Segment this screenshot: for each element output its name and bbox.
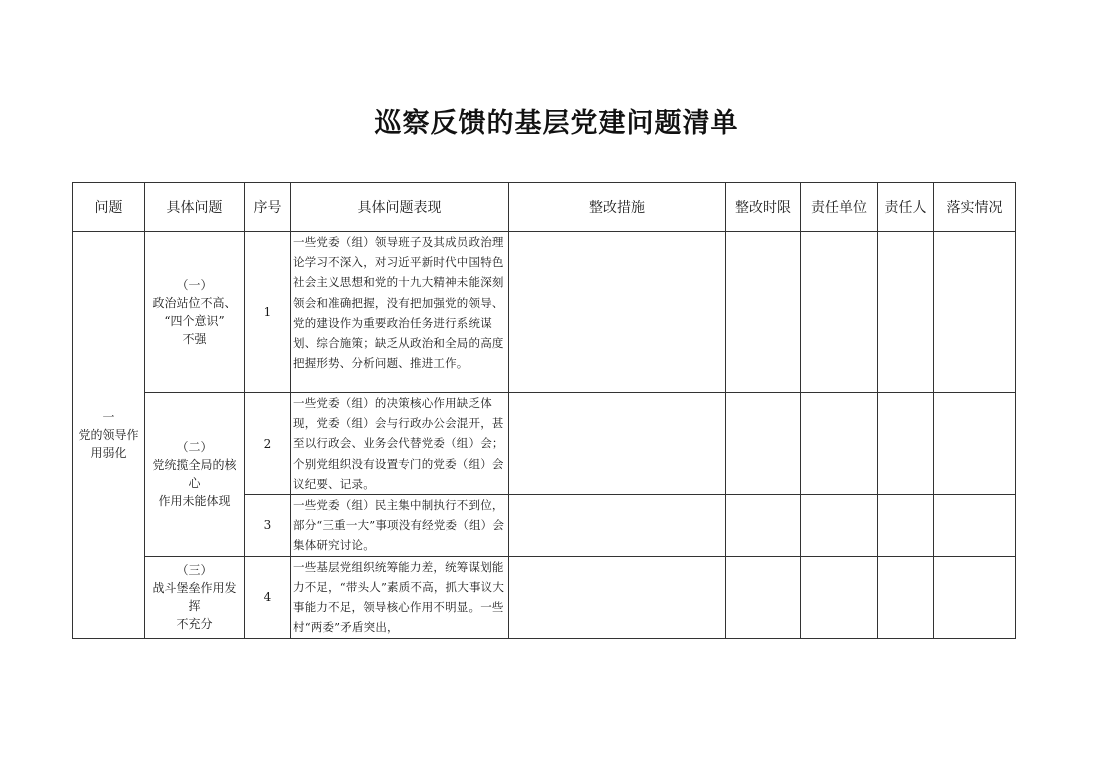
deadline-cell xyxy=(726,232,801,393)
sub-issue-line: 不强 xyxy=(182,332,207,346)
sub-issue-line: 挥 xyxy=(188,599,201,614)
category-mark: 一 xyxy=(102,409,115,424)
header-row xyxy=(73,183,1016,232)
status-cell xyxy=(934,495,1016,557)
measures-cell xyxy=(509,232,726,393)
table-row xyxy=(73,393,1016,495)
sub-issue-line: 心 xyxy=(188,476,201,491)
sub-issue-line: 战斗堡垒作用发 xyxy=(152,581,237,596)
sub-issue-line: 政治站位不高、 xyxy=(152,296,237,310)
person-cell xyxy=(878,495,934,557)
header-specific-issue: 具体问题 xyxy=(145,183,245,232)
category-name-line2: 用弱化 xyxy=(90,445,127,460)
unit-cell xyxy=(801,393,878,495)
seq-cell: 1 xyxy=(245,232,291,393)
category-name-line1: 党的领导作 xyxy=(78,427,139,442)
sub-issue-number: （二） xyxy=(176,440,213,455)
sub-issue-number: （三） xyxy=(176,563,213,578)
person-cell xyxy=(878,393,934,495)
unit-cell xyxy=(801,556,878,638)
manifestation-cell: 一些党委（组）领导班子及其成员政治理论学习不深入，对习近平新时代中国特色社会主义思想和党的十九大精神未能深刻领会和准确把握，没有把加强党的领导、党的建设作为重要政治任务进行系统谋划、综合施策；缺乏从政治和全局的高度把握形势、分析问题、推进工作。 xyxy=(291,232,509,393)
sub-issue-cell xyxy=(145,232,245,393)
issue-table xyxy=(72,182,1016,639)
header-status: 落实情况 xyxy=(934,183,1016,232)
sub-issue-cell xyxy=(145,556,245,638)
header-measures: 整改措施 xyxy=(509,183,726,232)
person-cell xyxy=(878,232,934,393)
table-row xyxy=(73,232,1016,393)
sub-issue-line: 党统揽全局的核 xyxy=(152,458,237,473)
unit-cell xyxy=(801,232,878,393)
status-cell xyxy=(934,393,1016,495)
unit-cell xyxy=(801,495,878,557)
sub-issue-cell xyxy=(145,393,245,557)
status-cell xyxy=(934,232,1016,393)
header-seq: 序号 xyxy=(245,183,291,232)
measures-cell xyxy=(509,393,726,495)
deadline-cell xyxy=(726,556,801,638)
seq-cell: 4 xyxy=(245,556,291,638)
seq-cell: 3 xyxy=(245,495,291,557)
deadline-cell xyxy=(726,495,801,557)
seq-cell: 2 xyxy=(245,393,291,495)
manifestation-cell: 一些基层党组织统筹能力差，统筹谋划能力不足，“带头人”素质不高，抓大事议大事能力不足，领导核心作用不明显。一些村“两委”矛盾突出， xyxy=(291,556,509,638)
sub-issue-line: 作用未能体现 xyxy=(158,494,231,509)
category-cell xyxy=(73,232,145,639)
header-deadline: 整改时限 xyxy=(726,183,801,232)
sub-issue-line: 不充分 xyxy=(176,617,213,632)
measures-cell xyxy=(509,556,726,638)
deadline-cell xyxy=(726,393,801,495)
status-cell xyxy=(934,556,1016,638)
manifestation-cell: 一些党委（组）民主集中制执行不到位，部分“三重一大”事项没有经党委（组）会集体研究讨论。 xyxy=(291,495,509,557)
header-issue: 问题 xyxy=(73,183,145,232)
page-title: 巡察反馈的基层党建问题清单 xyxy=(374,108,739,139)
sub-issue-line: “四个意识” xyxy=(164,314,225,328)
sub-issue-number: （一） xyxy=(176,278,213,292)
person-cell xyxy=(878,556,934,638)
manifestation-cell: 一些党委（组）的决策核心作用缺乏体现，党委（组）会与行政办公会混开，甚至以行政会、业务会代替党委（组）会；个别党组织没有设置专门的党委（组）会议纪要、记录。 xyxy=(291,393,509,495)
header-person: 责任人 xyxy=(878,183,934,232)
table-row xyxy=(73,556,1016,638)
header-manifestation: 具体问题表现 xyxy=(291,183,509,232)
header-unit: 责任单位 xyxy=(801,183,878,232)
measures-cell xyxy=(509,495,726,557)
